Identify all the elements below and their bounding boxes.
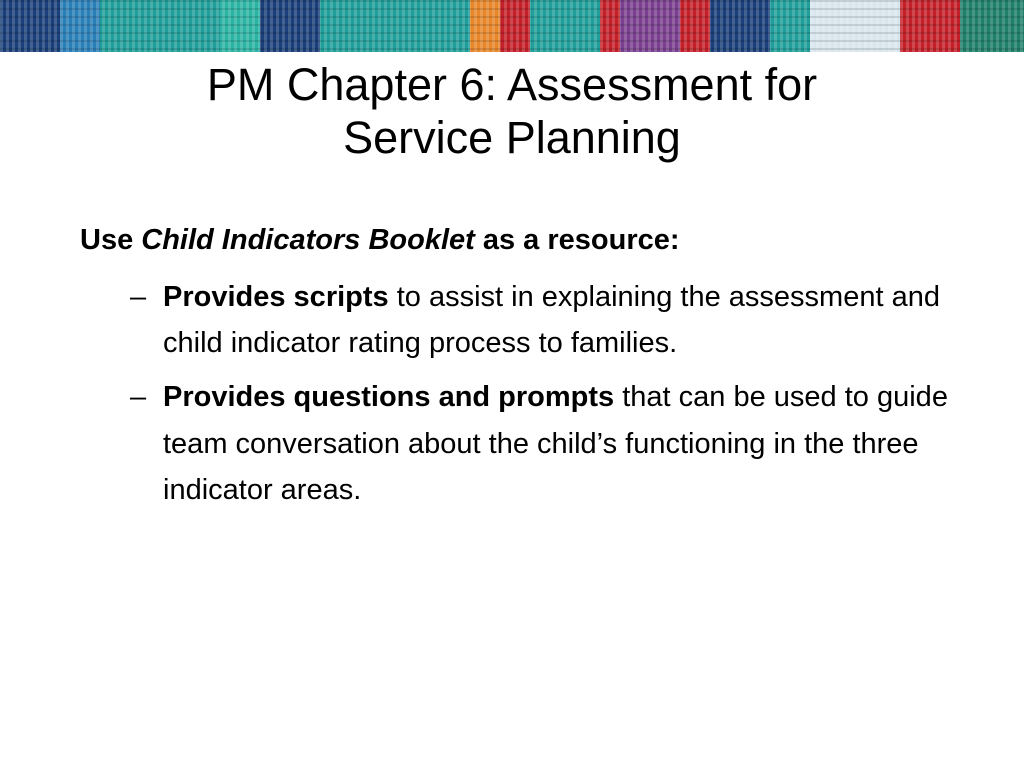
bullet-item-scripts [80, 274, 960, 367]
bullet-text: that can be used to guide team conversation about the child’s functioning in the three indicator areas. [163, 381, 948, 507]
slide-body [80, 222, 960, 522]
bullet-item-questions [80, 374, 960, 513]
slide-title-line-1: PM Chapter 6: Assessment for [206, 59, 818, 110]
lead-prefix: Use [80, 224, 142, 256]
bullet-bold-text: Provides questions and prompts [163, 381, 615, 414]
bullet-bold-text: Provides scripts [163, 280, 389, 313]
bullet-dash-marker: – [130, 381, 147, 414]
slide-title-line-2: Service Planning [343, 112, 681, 164]
lead-booklet-title: Child Indicators Booklet [141, 224, 475, 256]
bullet-text: to assist in explaining the assessment and child indicator rating process to families. [163, 280, 940, 360]
slide-title [100, 58, 924, 164]
lead-suffix: as a resource: [474, 224, 680, 256]
lead-paragraph [80, 222, 960, 260]
woven-fabric-banner [0, 0, 1024, 52]
bullet-dash-marker: – [130, 280, 147, 313]
